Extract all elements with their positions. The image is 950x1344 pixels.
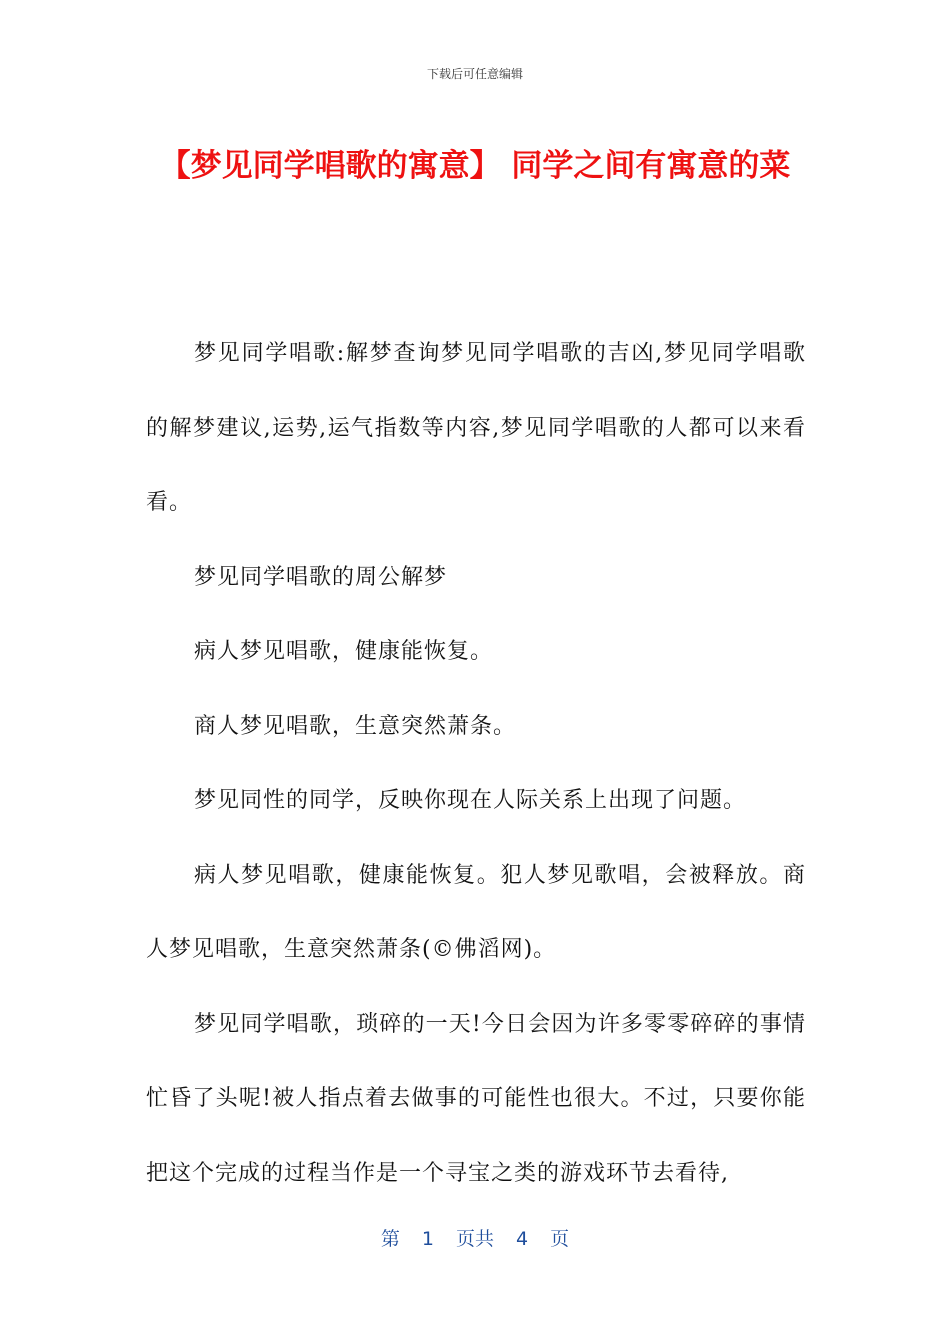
total-pages-number: 4 — [516, 1228, 529, 1250]
paragraph: 梦见同学唱歌:解梦查询梦见同学唱歌的吉凶,梦见同学唱歌的解梦建议,运势,运气指数等内容,梦见同学唱歌的人都可以来看看。 — [146, 341, 806, 515]
paragraph: 梦见同学唱歌，琐碎的一天!今日会因为许多零零碎碎的事情忙昏了头呢!被人指点着去做事的可能性也很大。不过，只要你能把这个完成的过程当作是一个寻宝之类的游戏环节去看待, — [146, 1011, 806, 1186]
footer-prefix: 第 — [380, 1228, 400, 1250]
document-body — [146, 317, 806, 1211]
paragraph: 梦见同性的同学，反映你现在人际关系上出现了问题。 — [194, 788, 747, 813]
paragraph: 病人梦见唱歌，健康能恢复。犯人梦见歌唱，会被释放。商人梦见唱歌，生意突然萧条(©佛滔网)。 — [146, 862, 806, 962]
footer-suffix: 页 — [550, 1228, 570, 1250]
current-page-number: 1 — [421, 1228, 434, 1250]
footer-middle: 页共 — [455, 1228, 494, 1250]
header-note: 下载后可任意编辑 — [426, 67, 523, 81]
paragraph: 病人梦见唱歌，健康能恢复。 — [194, 639, 494, 664]
document-title: 【梦见同学唱歌的寓意】 同学之间有寓意的菜 — [159, 148, 791, 184]
paragraph: 商人梦见唱歌，生意突然萧条。 — [194, 713, 517, 739]
paragraph: 梦见同学唱歌的周公解梦 — [194, 564, 448, 590]
page-number-footer — [0, 1227, 950, 1251]
